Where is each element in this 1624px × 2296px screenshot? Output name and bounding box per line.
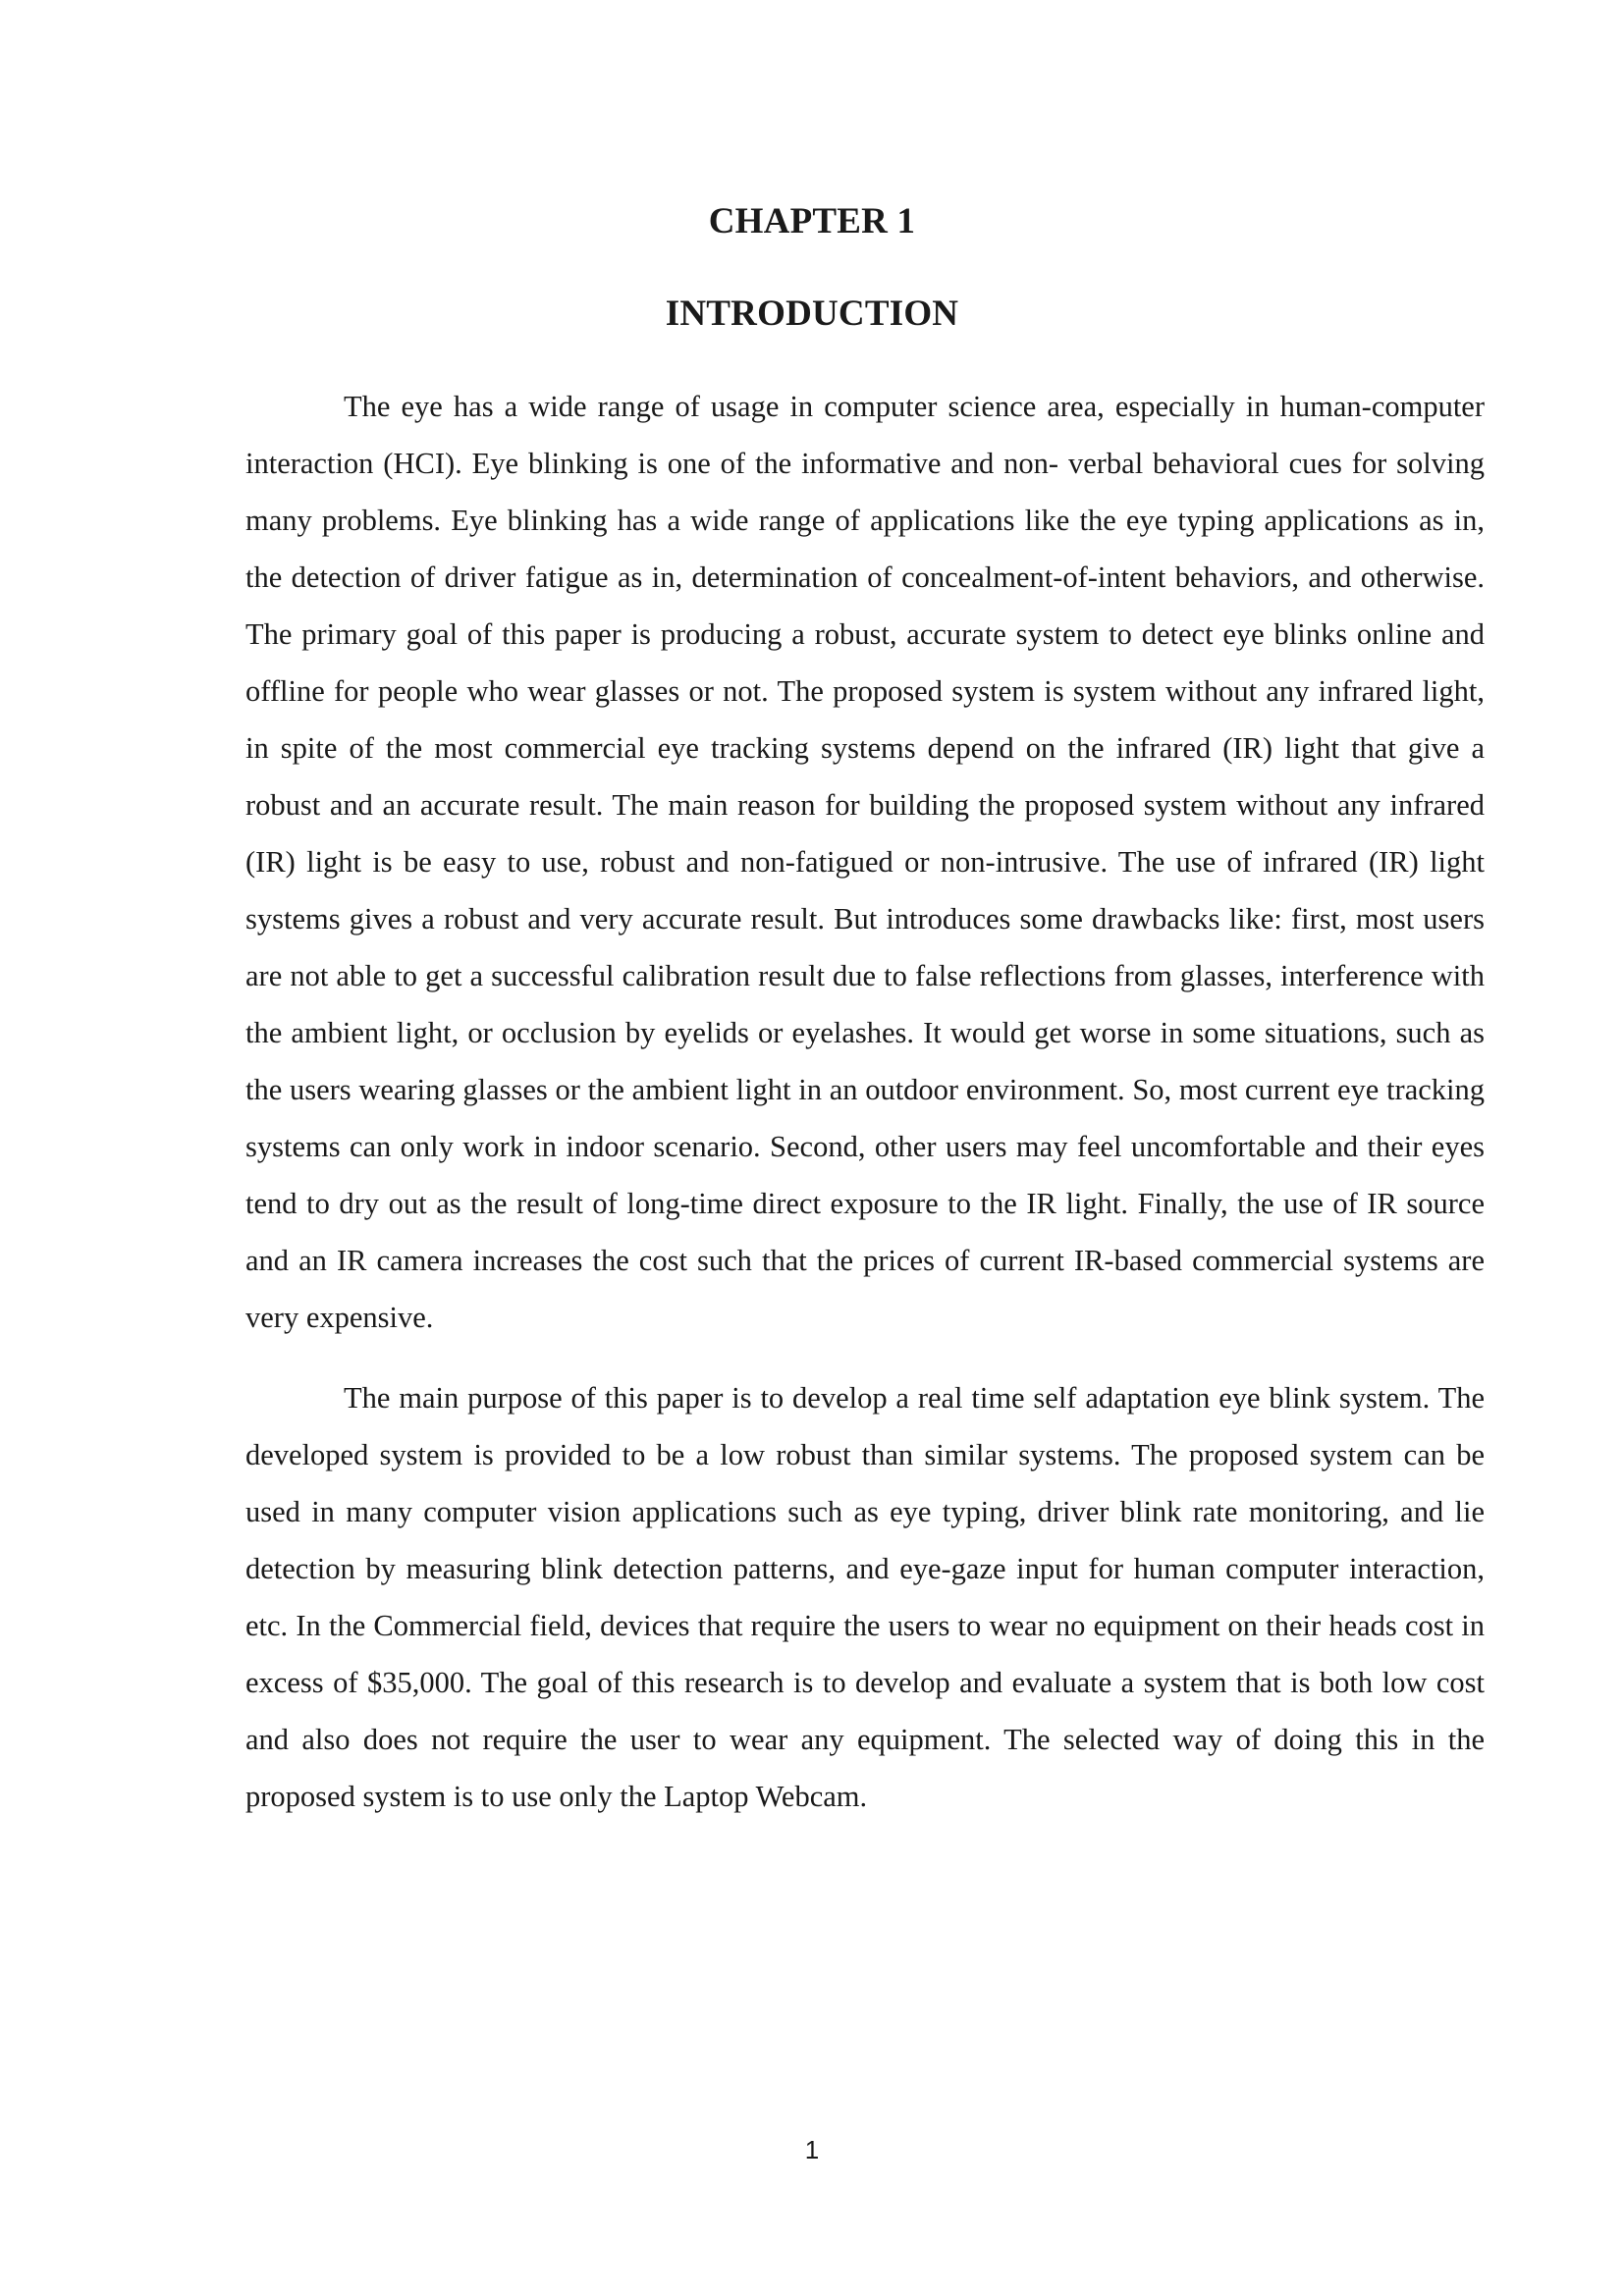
chapter-title: INTRODUCTION — [665, 294, 959, 334]
paragraph-1: The eye has a wide range of usage in computer science area, especially in human-computer interaction (HCI). Eye blinking is one of the informative and non- verbal behavioral cues for solving many problems. Eye blinking has a wide range of applications like the eye typing applications as in, the detection of driver fatigue as in, determination of concealment-of-intent behaviors, and otherwise. The primary goal of this paper is producing a robust, accurate system to detect eye blinks online and offline for people who wear glasses or not. The proposed system is system without any infrared light, in spite of the most commercial eye tracking systems depend on the infrared (IR) light that give a robust and an accurate result. The main reason for building the proposed system without any infrared (IR) light is be easy to use, robust and non-fatigued or non-intrusive. The use of infrared (IR) light systems gives a robust and very accurate result. But introduces some drawbacks like: first, most users are not able to get a successful calibration result due to false reflections from glasses, interference with the ambient light, or occlusion by eyelids or eyelashes. It would get worse in some situations, such as the users wearing glasses or the ambient light in an outdoor environment. So, most current eye tracking systems can only work in indoor scenario. Second, other users may feel uncomfortable and their eyes tend to dry out as the result of long-time direct exposure to the IR light. Finally, the use of IR source and an IR camera increases the cost such that the prices of current IR-based commercial systems are very expensive. — [245, 390, 1485, 1334]
chapter-label: CHAPTER 1 — [708, 201, 916, 241]
body-text — [245, 378, 1485, 1825]
page-number: 1 — [804, 2135, 820, 2164]
paragraph-2: The main purpose of this paper is to develop a real time self adaptation eye blink system. The developed system is provided to be a low robust than similar systems. The proposed system can be used in many computer vision applications such as eye typing, driver blink rate monitoring, and lie detection by measuring blink detection patterns, and eye-gaze input for human computer interaction, etc. In the Commercial field, devices that require the users to wear no equipment on their heads cost in excess of $35,000. The goal of this research is to develop and evaluate a system that is both low cost and also does not require the user to wear any equipment. The selected way of doing this in the proposed system is to use only the Laptop Webcam. — [245, 1381, 1485, 1813]
